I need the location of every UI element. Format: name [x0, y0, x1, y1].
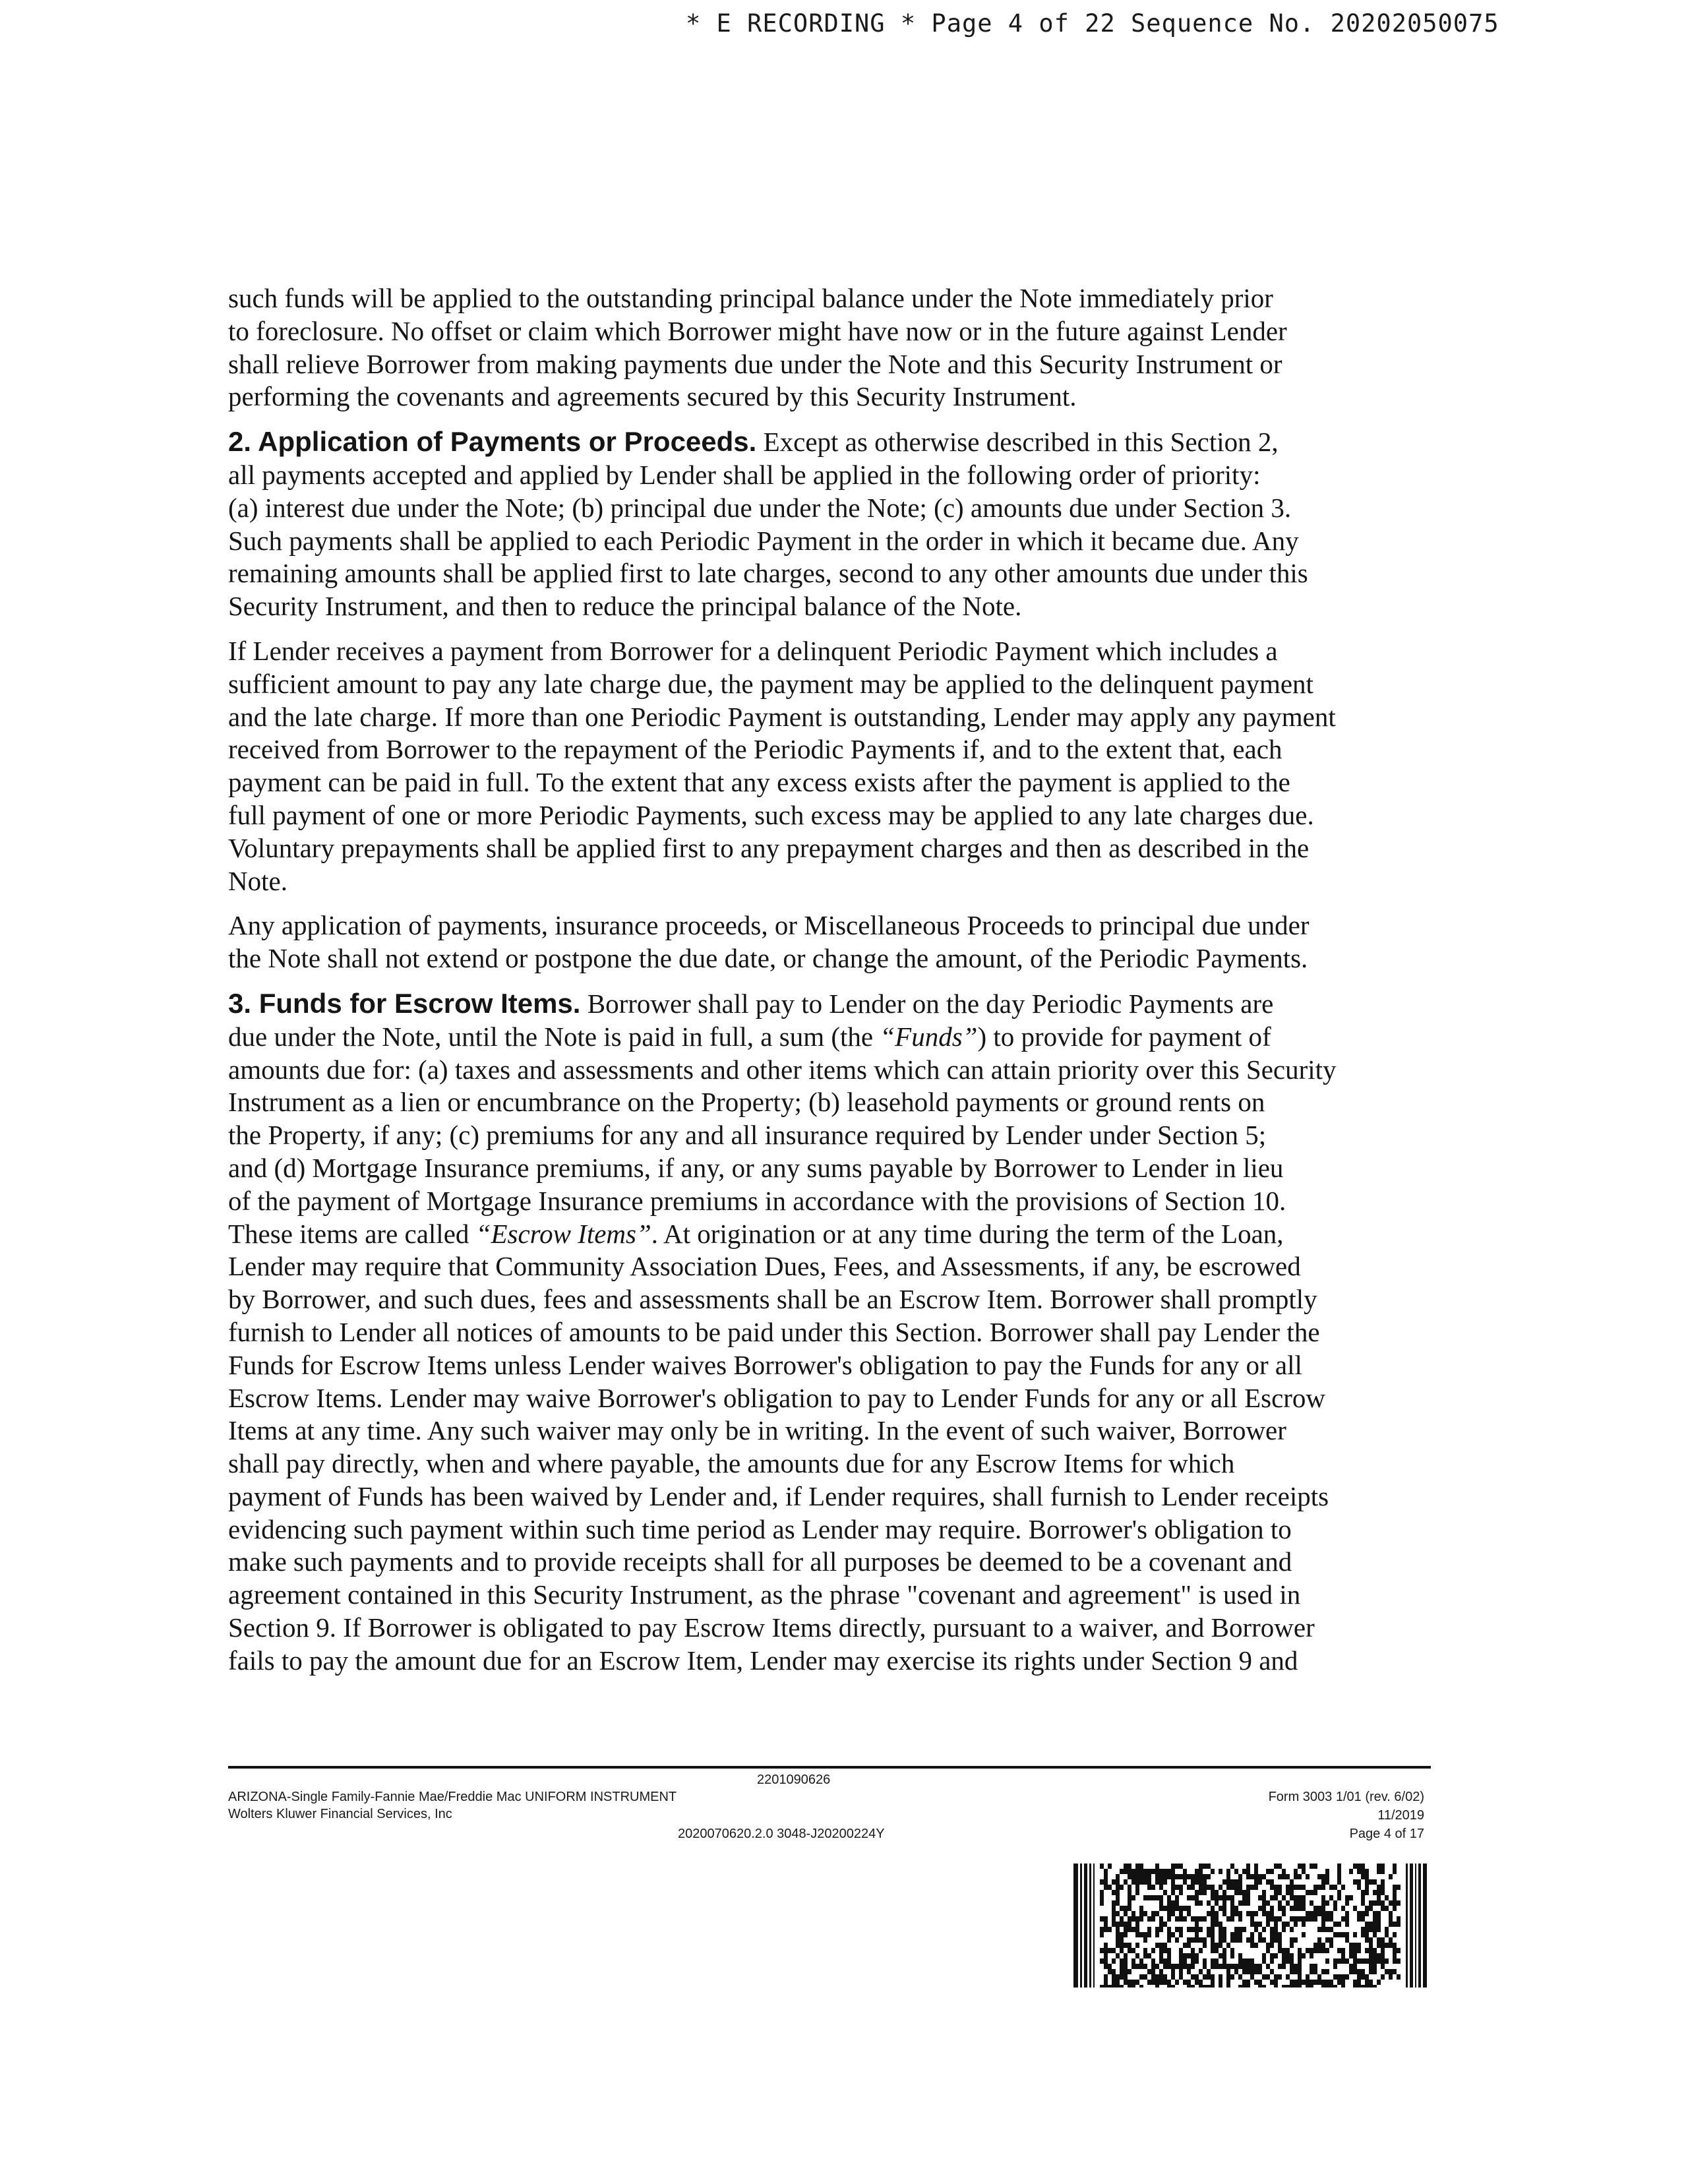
paragraph-continuation: such funds will be applied to the outstanding principal balance under the Note immediately prior to foreclosure. No offset or claim which Borrower might have now or in the future against Lender shall relieve Borrower from making payments due under the Note and this Security Instrument or performing the covenants and agreements secured by this Security Instrument.: [228, 283, 1287, 412]
footer-document-code: 2020070620.2.0 3048-J20200224Y: [678, 1827, 885, 1841]
footer-form-date: 11/2019: [1377, 1808, 1424, 1823]
section-3-paragraph: [228, 987, 1435, 1678]
escrow-items-defined-term: “Escrow Items”: [475, 1218, 651, 1249]
footer-divider: [228, 1766, 1431, 1769]
section-2-heading: 2. Application of Payments or Proceeds.: [228, 426, 757, 458]
recording-stamp: * E RECORDING * Page 4 of 22 Sequence No. 20202050075: [686, 9, 1499, 38]
footer-page-number: Page 4 of 17: [1349, 1827, 1424, 1841]
section-3-text-b: ) to provide for payment of amounts due for: (a) taxes and assessments and other items which can attain priority over this Security Instrument as a lien or encumbrance on the Property; (b) leasehold payments or ground rents on the Property, if any; (c) premiums for any and all insurance required by Lender under Section 5; and (d) Mortgage Insurance premiums, if any, or any sums payable by Borrower to Lender in lieu of the payment of Mortgage Insurance premiums in accordance with the provisions of Section 10. These items are called: [228, 1021, 1337, 1249]
footer-form-title: ARIZONA-Single Family-Fannie Mae/Freddie Mac UNIFORM INSTRUMENT: [228, 1790, 677, 1804]
funds-defined-term: “Funds”: [880, 1021, 978, 1052]
section-2-text: Except as otherwise described in this Section 2, all payments accepted and applied by Lender shall be applied in the following order of priority: (a) interest due under the Note; (b) principal due under the Note; (c) amounts due under Section 3. Such payments shall be applied to each Periodic Payment in the order in which it became due. Any remaining amounts shall be applied first to late charges, second to any other amounts due under this Security Instrument, and then to reduce the principal balance of the Note.: [228, 427, 1308, 622]
section-3-heading: 3. Funds for Escrow Items.: [228, 987, 581, 1019]
barcode-icon: [1073, 1864, 1427, 1987]
paragraph-delinquent-payment: If Lender receives a payment from Borrower for a delinquent Periodic Payment which includes a sufficient amount to pay any late charge due, the payment may be applied to the delinquent payment and the late charge. If more than one Periodic Payment is outstanding, Lender may apply any payment received from Borrower to the repayment of the Periodic Payments if, and to the extent that, each payment can be paid in full. To the extent that any excess exists after the payment is applied to the full payment of one or more Periodic Payments, such excess may be applied to any late charges due. Voluntary prepayments shall be applied first to any prepayment charges and then as described in the Note.: [228, 635, 1336, 896]
section-3-text-c: . At origination or at any time during the term of the Loan, Lender may require that Community Association Dues, Fees, and Assessments, if any, be escrowed by Borrower, and such dues, fees and assessments shall be an Escrow Item. Borrower shall promptly furnish to Lender all notices of amounts to be paid under this Section. Borrower shall pay Lender the Funds for Escrow Items unless Lender waives Borrower's obligation to pay the Funds for any or all Escrow Items. Lender may waive Borrower's obligation to pay to Lender Funds for any or all Escrow Items at any time. Any such waiver may only be in writing. In the event of such waiver, Borrower shall pay directly, when and where payable, the amounts due for any Escrow Items for which payment of Funds has been waived by Lender and, if Lender requires, shall furnish to Lender receipts evidencing such payment within such time period as Lender may require. Borrower's obligation to make such payments and to provide receipts shall for all purposes be deemed to be a covenant and agreement contained in this Security Instrument, as the phrase "covenant and agreement" is used in Section 9. If Borrower is obligated to pay Escrow Items directly, pursuant to a waiver, and Borrower fails to pay the amount due for an Escrow Item, Lender may exercise its rights under Section 9 and: [228, 1218, 1329, 1676]
footer-form-number: Form 3003 1/01 (rev. 6/02): [1268, 1790, 1424, 1804]
footer-loan-number: 2201090626: [757, 1773, 831, 1787]
paragraph-application-of-payments: Any application of payments, insurance proceeds, or Miscellaneous Proceeds to principal due under the Note shall not extend or postpone the due date, or change the amount, of the Periodic Payments.: [228, 910, 1310, 974]
section-2-paragraph: [228, 425, 1435, 623]
footer-publisher: Wolters Kluwer Financial Services, Inc: [228, 1807, 452, 1821]
document-body: [228, 282, 1435, 1689]
section-3-text-a: Borrower shall pay to Lender on the day Periodic Payments are due under the Note, until the Note is paid in full, a sum (the: [228, 988, 1274, 1052]
